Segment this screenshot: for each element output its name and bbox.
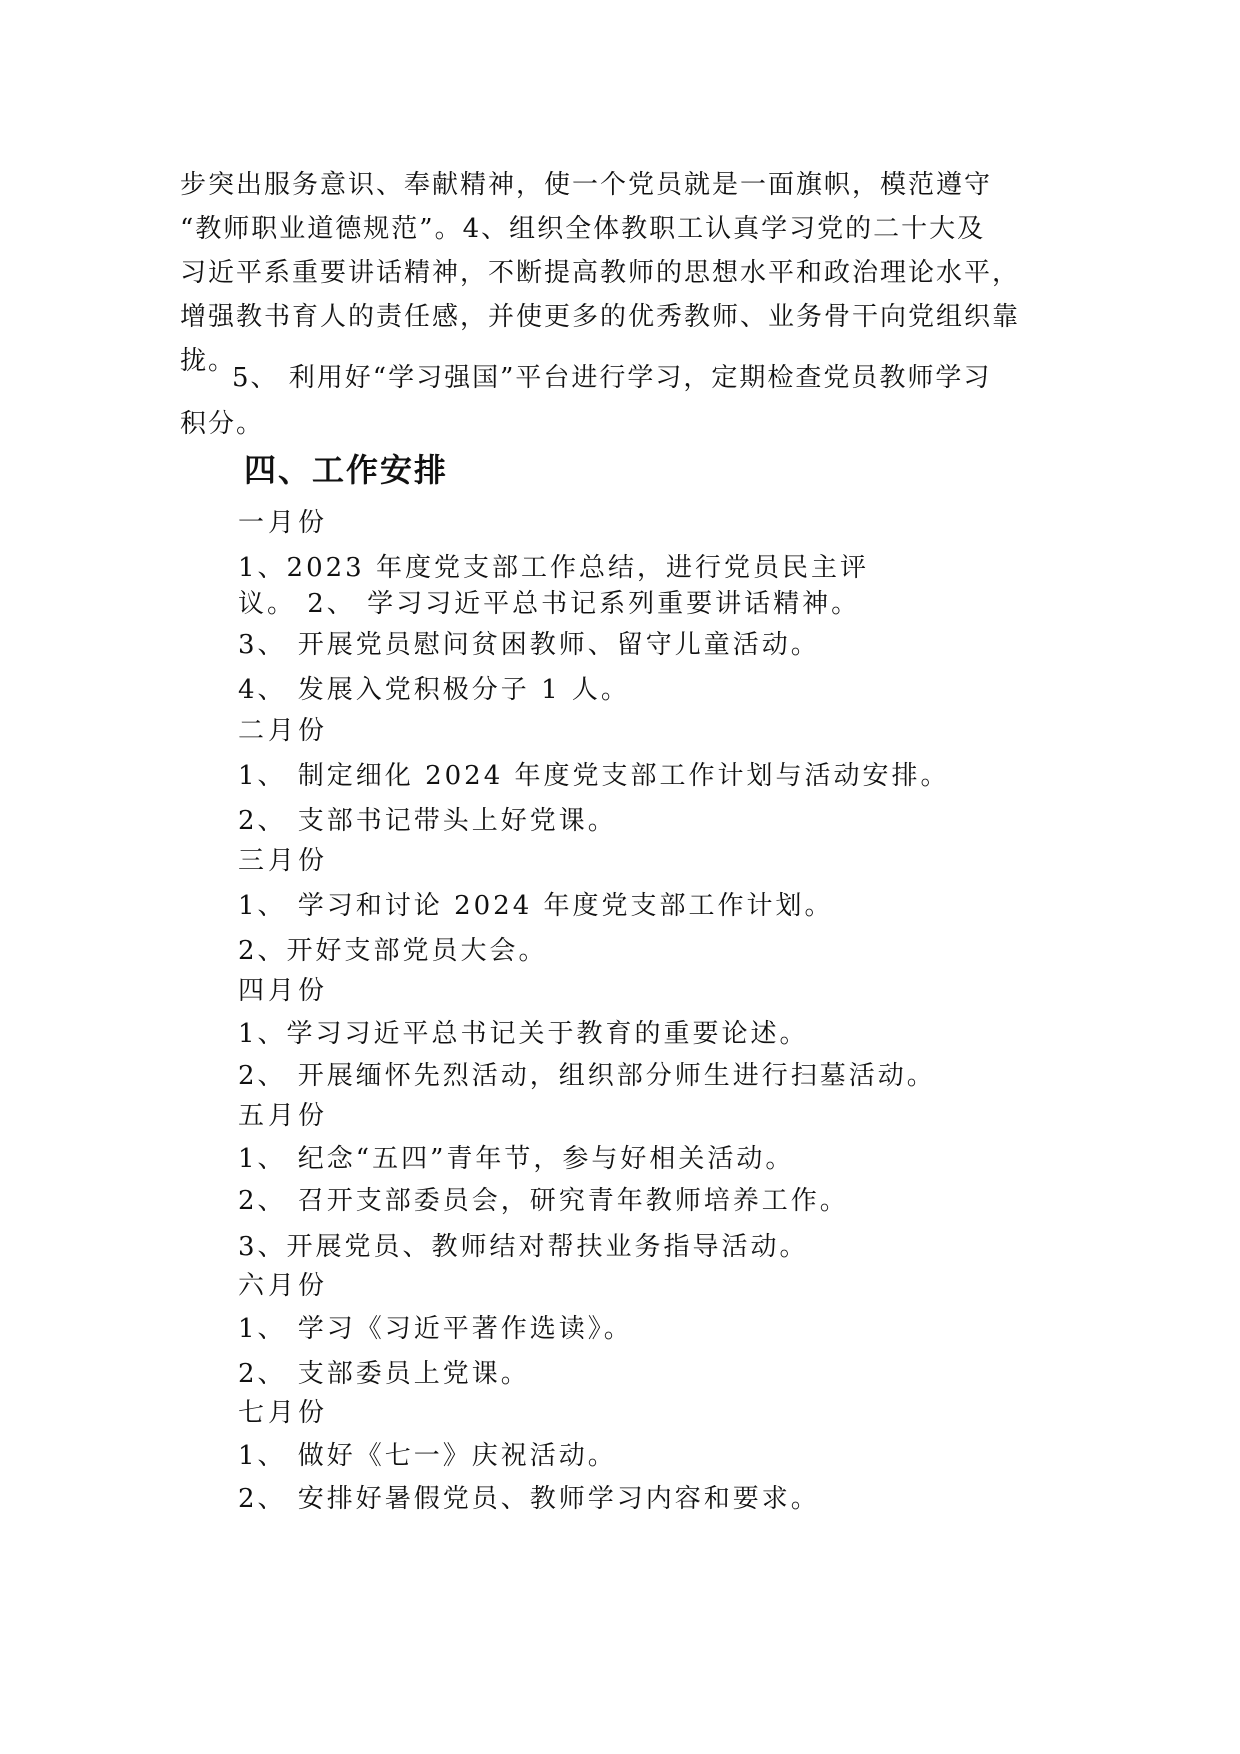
month-title-jul: 七月份 <box>238 1398 329 1428</box>
jan-item-4: 4、 发展入党积极分子 1 人。 <box>238 675 630 705</box>
item5-paragraph <box>180 356 1060 446</box>
jan-item-1-cont: 议。 2、 学习习近平总书记系列重要讲话精神。 <box>238 589 861 619</box>
item5-line-1: 5、 利用好“学习强国”平台进行学习，定期检查党员教师学习 <box>232 363 992 393</box>
intro-line-4: 增强教书育人的责任感，并使更多的优秀教师、业务骨干向党组织靠 <box>180 302 1021 332</box>
month-title-feb: 二月份 <box>238 716 329 746</box>
intro-line-1: 步突出服务意识、奉献精神，使一个党员就是一面旗帜，模范遵守 <box>180 170 993 200</box>
may-item-2: 2、 召开支部委员会，研究青年教师培养工作。 <box>238 1186 849 1216</box>
apr-item-2: 2、 开展缅怀先烈活动，组织部分师生进行扫墓活动。 <box>238 1061 936 1091</box>
month-title-jan: 一月份 <box>238 508 329 538</box>
intro-line-2: “教师职业道德规范”。4、组织全体教职工认真学习党的二十大及 <box>180 214 986 244</box>
feb-item-2: 2、 支部书记带头上好党课。 <box>238 806 617 836</box>
month-title-apr: 四月份 <box>238 976 329 1006</box>
apr-item-1: 1、学习习近平总书记关于教育的重要论述。 <box>238 1019 809 1049</box>
jul-item-1: 1、 做好《七一》庆祝活动。 <box>238 1441 617 1471</box>
jan-item-1: 1、2023 年度党支部工作总结，进行党员民主评 <box>238 553 869 583</box>
mar-item-1: 1、 学习和讨论 2024 年度党支部工作计划。 <box>238 891 834 921</box>
intro-paragraph <box>180 163 1060 383</box>
jun-item-1: 1、 学习《习近平著作选读》。 <box>238 1314 633 1344</box>
month-title-mar: 三月份 <box>238 846 329 876</box>
mar-item-2: 2、开好支部党员大会。 <box>238 936 548 966</box>
jan-item-3: 3、 开展党员慰问贫困教师、留守儿童活动。 <box>238 630 820 660</box>
jun-item-2: 2、 支部委员上党课。 <box>238 1359 530 1389</box>
month-title-may: 五月份 <box>238 1101 329 1131</box>
item5-line-2: 积分。 <box>180 409 265 439</box>
feb-item-1: 1、 制定细化 2024 年度党支部工作计划与活动安排。 <box>238 761 950 791</box>
may-item-1: 1、 纪念“五四”青年节，参与好相关活动。 <box>238 1144 795 1174</box>
section-heading: 四、工作安排 <box>244 451 449 489</box>
intro-line-5: 拢。 <box>180 346 237 376</box>
month-title-jun: 六月份 <box>238 1271 329 1301</box>
jul-item-2: 2、 安排好暑假党员、教师学习内容和要求。 <box>238 1484 820 1514</box>
may-item-3: 3、开展党员、教师结对帮扶业务指导活动。 <box>238 1232 809 1262</box>
intro-line-3: 习近平系重要讲话精神，不断提高教师的思想水平和政治理论水平， <box>180 258 1021 288</box>
